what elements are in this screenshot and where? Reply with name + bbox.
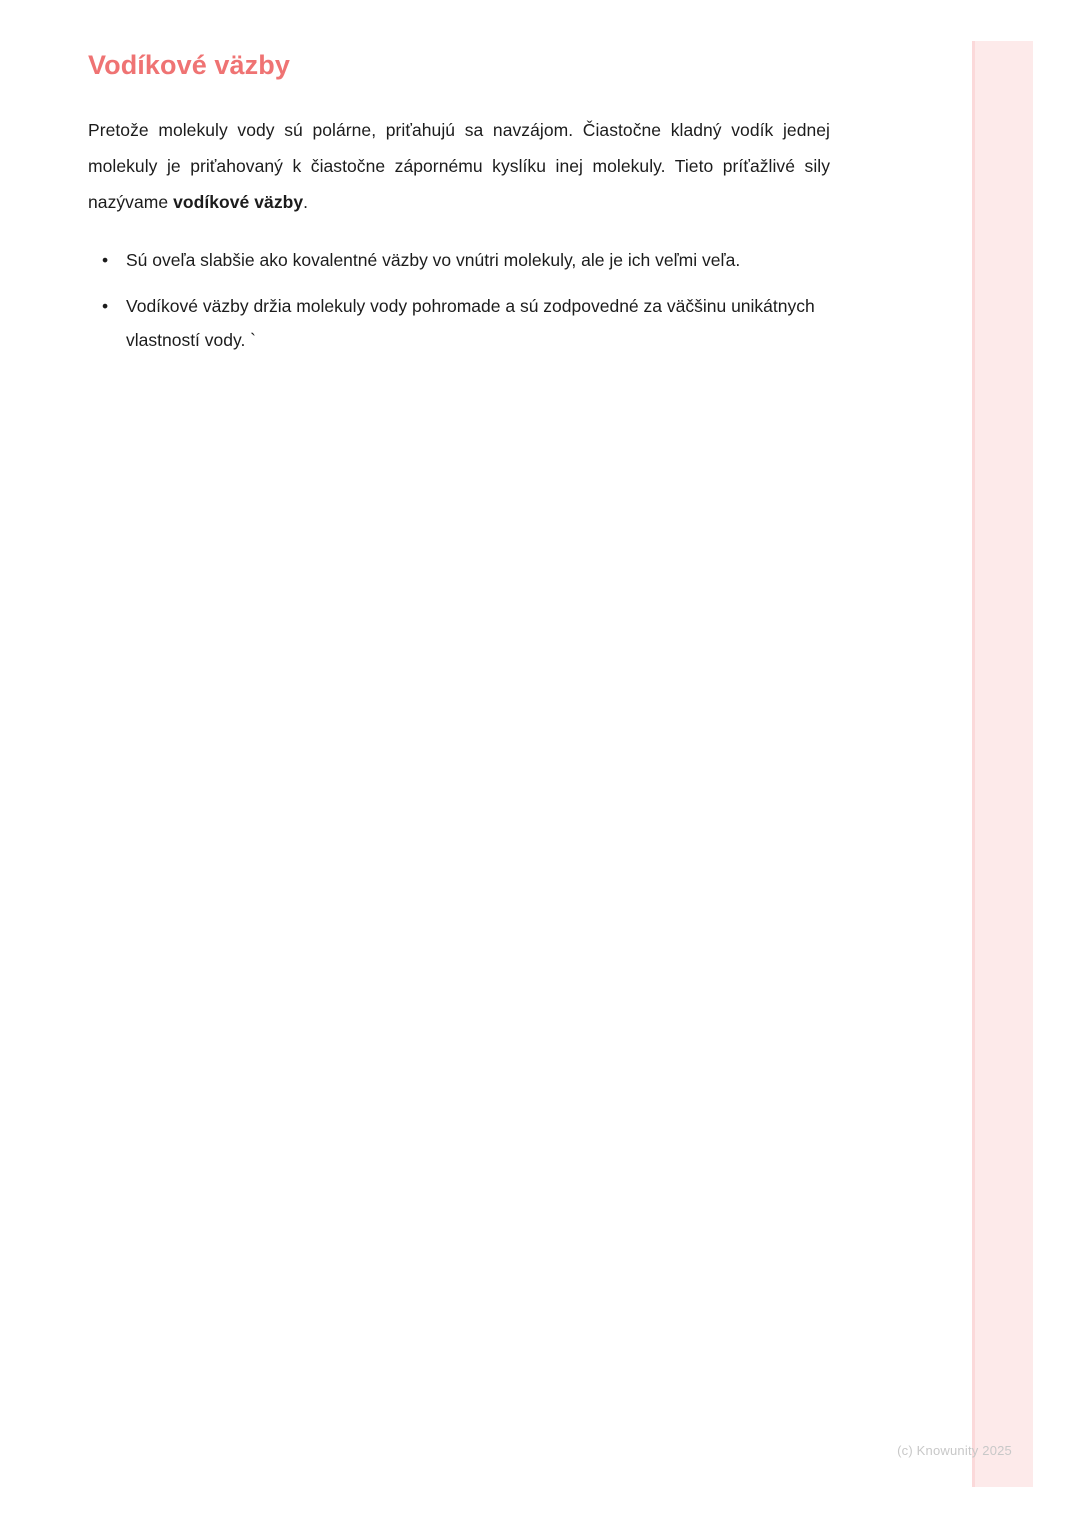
paragraph-text-after-bold: . [303,191,309,212]
intro-paragraph [88,113,830,221]
list-item-text: Sú oveľa slabšie ako kovalentné väzby vo vnútri molekuly, ale je ich veľmi veľa. [126,249,741,270]
list-item [88,289,830,357]
copyright-credit: (c) Knowunity 2025 [897,1443,1012,1458]
bullet-list [88,243,830,357]
paragraph-bold-term: vodíkové väzby [173,191,304,212]
bullet-marker-icon: • [102,295,109,316]
page-title: Vodíkové väzby [88,50,290,80]
bullet-marker-icon: • [102,249,109,270]
list-item [88,243,830,277]
right-decorative-band [975,41,1033,1487]
list-item-text: Vodíkové väzby držia molekuly vody pohromade a sú zodpovedné za väčšinu unikátnych vlastností vody. ` [126,295,815,350]
paragraph-text-before-bold: Pretože molekuly vody sú polárne, priťahujú sa navzájom. Čiastočne kladný vodík jednej molekuly je priťahovaný k čiastočne zápornému kyslíku inej molekuly. Tieto príťažlivé sily nazývame [88,120,830,212]
document-content [88,48,830,369]
